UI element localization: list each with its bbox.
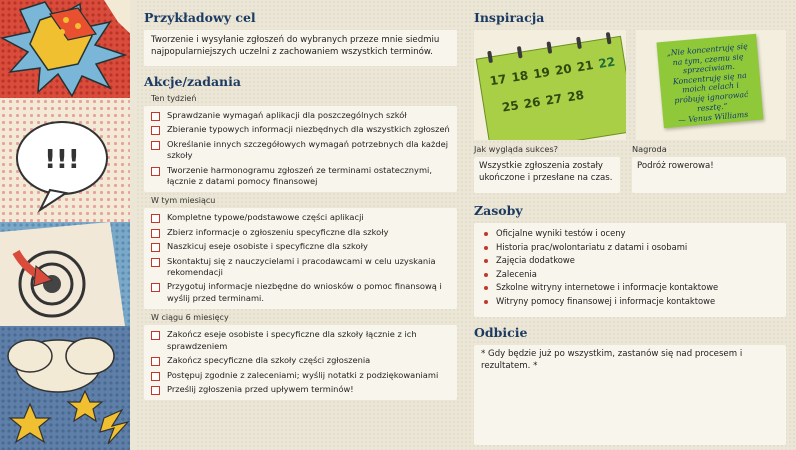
calendar-day: 27 xyxy=(544,91,564,108)
calendar-day: 25 xyxy=(501,98,520,115)
speech-bubble-panel xyxy=(0,98,137,222)
checklist-item[interactable]: Postępuj zgodnie z zaleceniami; wyślij notatki z podziękowaniami xyxy=(151,370,457,381)
calendar-day: 17 xyxy=(488,71,508,89)
success-reward-row xyxy=(474,144,786,193)
checklist-item[interactable]: Skontaktuj się z nauczycielami i pracodawcami w celu uzyskania rekomendacji xyxy=(151,256,457,279)
checklist-item[interactable]: Tworzenie harmonogramu zgłoszeń ze terminami ostatecznymi, łącznie z datami pomocy finansowej xyxy=(151,165,457,188)
reward-text: Podróż rowerowa! xyxy=(632,157,786,193)
checklist-item[interactable]: Sprawdzanie wymagań aplikacji dla poszczególnych szkół xyxy=(151,110,457,121)
calendar-day: 22 xyxy=(597,54,617,72)
checklist-item[interactable]: Kompletne typowe/podstawowe części aplikacji xyxy=(151,212,457,223)
goal-heading: Przykładowy cel xyxy=(144,10,256,25)
checklist-item[interactable]: Określanie innych szczegółowych wymagań potrzebnych dla każdej szkoły xyxy=(151,139,457,162)
reward-label: Nagroda xyxy=(632,144,667,154)
target-panel xyxy=(0,222,137,326)
checklist-item[interactable]: Zbieranie typowych informacji niezbędnych dla wszystkich zgłoszeń xyxy=(151,124,457,135)
calendar-day: 18 xyxy=(510,68,530,85)
resource-item: Witryny pomocy finansowej i informacje kontaktowe xyxy=(484,296,786,308)
left-column xyxy=(144,10,457,400)
actions-heading: Akcje/zadania xyxy=(144,74,241,89)
calendar-day: 19 xyxy=(532,64,551,82)
resource-item: Historia prac/wolontariatu z datami i osobami xyxy=(484,242,786,254)
six-months-label: W ciągu 6 miesięcy xyxy=(151,313,229,323)
goal-box xyxy=(144,30,457,66)
svg-text:!!!: !!! xyxy=(44,145,80,175)
success-block xyxy=(474,144,620,193)
this-month-label: W tym miesiącu xyxy=(151,196,216,206)
resources-list xyxy=(474,228,786,308)
inspiration-images xyxy=(474,30,786,140)
six-months-list xyxy=(144,329,457,395)
checklist-item[interactable]: Zakończ eseje osobiste i specyficzne dla szkoły łącznie z ich sprawdzeniem xyxy=(151,329,457,352)
checklist-item[interactable]: Przygotuj informacje niezbędne do wniosków o pomoc finansową i wyślij przed terminami. xyxy=(151,281,457,304)
reflection-heading: Odbicie xyxy=(474,325,528,340)
checklist-item[interactable]: Prześlij zgłoszenia przed upływem terminów! xyxy=(151,384,457,395)
calendar-image xyxy=(474,30,626,140)
quote-note xyxy=(656,34,763,128)
right-column xyxy=(474,10,786,445)
reflection-text: * Gdy będzie już po wszystkim, zastanów się nad procesem i rezultatem. * xyxy=(481,349,743,371)
resources-heading: Zasoby xyxy=(474,203,523,218)
success-label: Jak wygląda sukces? xyxy=(474,144,558,154)
resource-item: Szkolne witryny internetowe i informacje kontaktowe xyxy=(484,282,786,294)
resource-item: Oficjalne wyniki testów i oceny xyxy=(484,228,786,240)
calendar-day: 20 xyxy=(553,61,573,78)
success-text: Wszystkie zgłoszenia zostały ukończone i przesłane na czas. xyxy=(474,157,620,193)
resource-item: Zalecenia xyxy=(484,269,786,281)
reward-block xyxy=(632,144,786,193)
calendar-day: 28 xyxy=(566,87,585,105)
this-month-list xyxy=(144,212,457,304)
explosion-panel xyxy=(0,0,137,98)
this-month-box xyxy=(144,208,457,309)
quote-author: — Venus Williams xyxy=(677,109,749,126)
quote-area xyxy=(636,30,786,140)
goal-text: Tworzenie i wysyłanie zgłoszeń do wybranych przeze mnie siedmiu najpopularniejszych uczelni z zachowaniem wszystkich terminów. xyxy=(151,35,440,57)
comic-strip xyxy=(0,0,137,450)
this-week-box xyxy=(144,106,457,192)
checklist-item[interactable]: Naszkicuj eseje osobiste i specyficzne dla szkoły xyxy=(151,241,457,252)
reflection-box xyxy=(474,345,786,445)
this-week-list xyxy=(144,110,457,187)
this-week-label: Ten tydzień xyxy=(151,94,197,103)
six-months-box xyxy=(144,325,457,400)
inspiration-heading: Inspiracja xyxy=(474,10,545,25)
calendar-day: 26 xyxy=(522,94,542,112)
resource-item: Zajęcia dodatkowe xyxy=(484,255,786,267)
checklist-item[interactable]: Zakończ specyficzne dla szkoły części zgłoszenia xyxy=(151,355,457,366)
quote-text: „Nie koncentruję się na tym, czemu się sprzeciwiam. Koncentruję się na moich celach i próbuję ignorować resztę.” xyxy=(666,41,749,113)
resources-box xyxy=(474,223,786,317)
checklist-item[interactable]: Zbierz informacje o zgłoszeniu specyficzne dla szkoły xyxy=(151,227,457,238)
cloud-star-panel xyxy=(0,326,137,450)
strip-gutter xyxy=(130,0,137,450)
calendar-day: 21 xyxy=(575,58,595,75)
